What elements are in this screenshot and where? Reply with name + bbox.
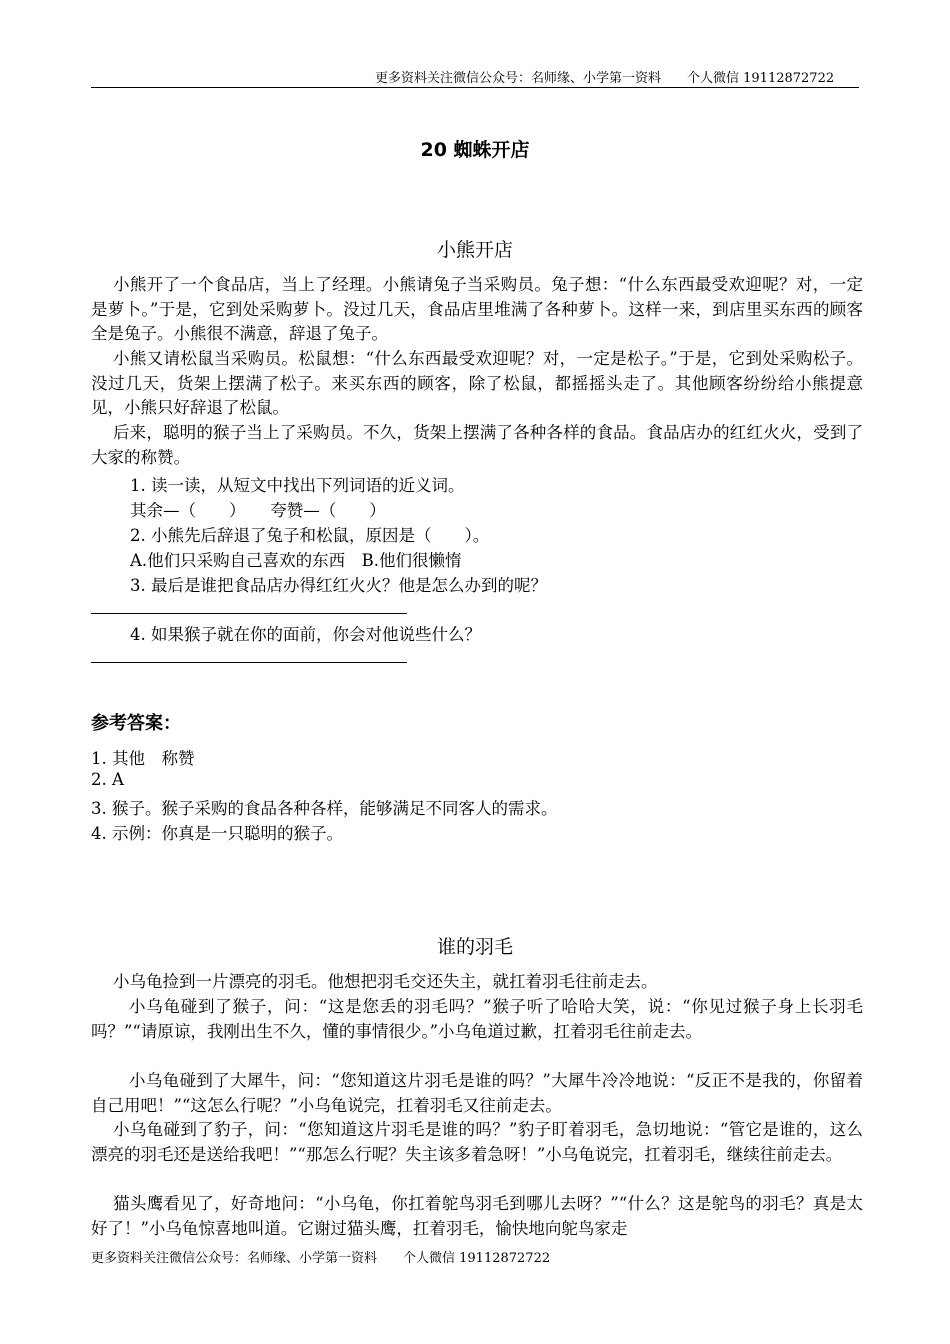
header-divider: [91, 87, 859, 88]
story2-paragraph-5: 猫头鹰看见了，好奇地问：“小乌龟，你扛着鸵鸟羽毛到哪儿去呀？”“什么？这是鸵鸟的羽毛？真是太好了！”小乌龟惊喜地叫道。它谢过猫头鹰，扛着羽毛，愉快地向鸵鸟家走: [91, 1194, 863, 1238]
story1-title: 小熊开店: [436, 239, 513, 261]
question-4: 4. 如果猴子就在你的面前，你会对他说些什么？: [130, 625, 481, 644]
answer-line-3: [91, 613, 407, 614]
story1-paragraph-3: 后来，聪明的猴子当上了采购员。不久，货架上摆满了各种各样的食品。食品店办的红红火火，受到了大家的称赞。: [91, 423, 863, 467]
answer-1: 1. 其他 称赞: [91, 749, 195, 768]
story2-paragraph-2: 小乌龟碰到了猴子，问：“这是您丢的羽毛吗？”猴子听了哈哈大笑，说：“你见过猴子身上长羽毛吗？”“请原谅，我刚出生不久，懂的事情很少。”小乌龟道过歉，扛着羽毛往前走去。: [91, 997, 863, 1041]
question-1: 1. 读一读，从短文中找出下列词语的近义词。: [130, 476, 465, 495]
footer-text: 更多资料关注微信公众号：名师缘、小学第一资料 个人微信 19112872722: [91, 1251, 551, 1266]
answers-heading: 参考答案：: [91, 713, 181, 734]
answer-3: 3. 猴子。猴子采购的食品各种各样，能够满足不同客人的需求。: [91, 799, 558, 818]
story2-paragraph-1: 小乌龟捡到一片漂亮的羽毛。他想把羽毛交还失主，就扛着羽毛往前走去。: [113, 972, 658, 991]
story2-paragraph-4: 小乌龟碰到了豹子，问：“您知道这片羽毛是谁的吗？”豹子盯着羽毛，急切地说：“管它是谁的，这么漂亮的羽毛还是送给我吧！”“那怎么行呢？失主该多着急呀！”小乌龟说完，扛着羽毛，继续往前走去。: [91, 1120, 863, 1164]
story1-paragraph-1: 小熊开了一个食品店，当上了经理。小熊请兔子当采购员。兔子想：“什么东西最受欢迎呢？对，一定是萝卜。”于是，它到处采购萝卜。没过几天，食品店里堆满了各种萝卜。这样一来，到店里买东西的顾客全是兔子。小熊很不满意，辞退了兔子。: [91, 275, 863, 343]
answer-2: 2. A: [91, 770, 124, 789]
question-1-blanks: 其余—（ ） 夸赞—（ ）: [130, 501, 386, 520]
lesson-title: 20 蜘蛛开店: [420, 139, 530, 161]
header-text: 更多资料关注微信公众号：名师缘、小学第一资料 个人微信 19112872722: [375, 71, 835, 86]
answer-4: 4. 示例：你真是一只聪明的猴子。: [91, 824, 343, 843]
story1-paragraph-2: 小熊又请松鼠当采购员。松鼠想：“什么东西最受欢迎呢？对，一定是松子。”于是，它到处采购松子。没过几天，货架上摆满了松子。来买东西的顾客，除了松鼠，都摇摇头走了。其他顾客纷纷给小熊提意见，小熊只好辞退了松鼠。: [91, 349, 863, 417]
story2-title: 谁的羽毛: [436, 936, 513, 958]
question-2: 2. 小熊先后辞退了兔子和松鼠，原因是（ ）。: [130, 526, 490, 545]
question-2-options: A.他们只采购自己喜欢的东西 B.他们很懒惰: [130, 551, 462, 570]
question-3: 3. 最后是谁把食品店办得红红火火？他是怎么办到的呢？: [130, 576, 547, 595]
story2-paragraph-3: 小乌龟碰到了大犀牛，问：“您知道这片羽毛是谁的吗？”大犀牛冷冷地说：“反正不是我的，你留着自己用吧！”“这怎么行呢？”小乌龟说完，扛着羽毛又往前走去。: [91, 1071, 863, 1115]
answer-line-4: [91, 662, 407, 663]
